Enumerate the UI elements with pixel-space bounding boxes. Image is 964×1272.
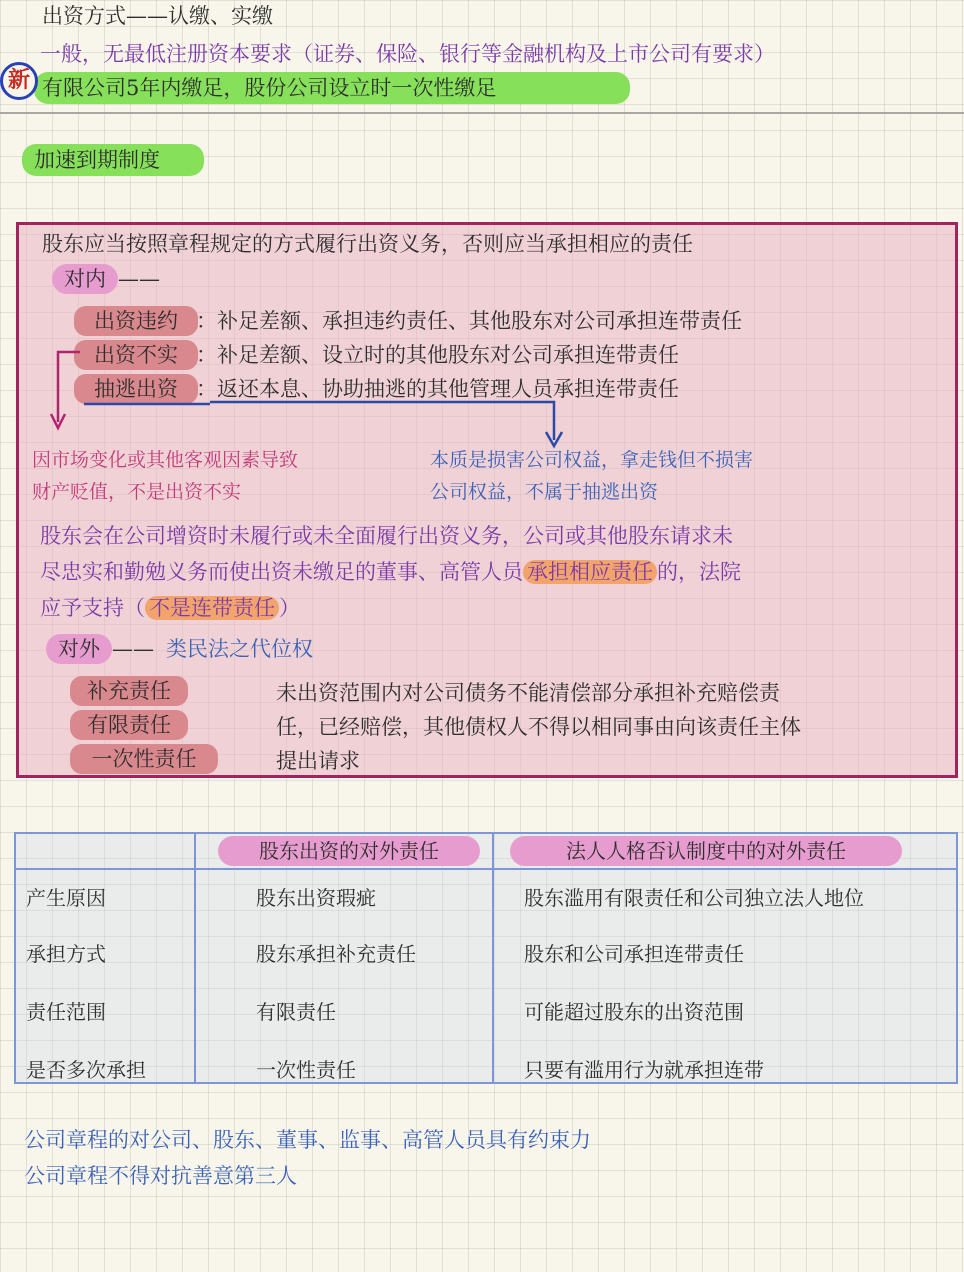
box-intro: 股东应当按照章程规定的方式履行出资义务，否则应当承担相应的责任 <box>42 232 693 256</box>
capital-increase-paragraph: 股东会在公司增资时未履行或未全面履行出资义务，公司或其他股东请求未 尽忠实和勤勉义务而使出资未缴足的董事、高管人员 承担相应责任 的，法院 应予支持（ 不是连带责任 ） <box>40 524 741 620</box>
note-essence: 本质是损害公司权益，拿走钱但不损害 公司权益，不属于抽逃出资 <box>430 449 754 503</box>
desc-capital-withdrawal: ：返还本息、协助抽逃的其他管理人员承担连带责任 <box>196 377 679 401</box>
comparison-table <box>14 832 958 1084</box>
table-row-label: 承担方式 <box>26 942 106 966</box>
table-cell: 股东和公司承担连带责任 <box>524 942 744 966</box>
term-one-time: 一次性责任 <box>70 744 218 774</box>
note-market-change: 因市场变化或其他客观因素导致 财产贬值，不是出资不实 <box>32 449 299 503</box>
capital-method-line: 出资方式——认缴、实缴 <box>42 4 273 28</box>
highlight-corresponding-liability: 承担相应责任 <box>523 560 657 584</box>
term-capital-withdrawal: 抽逃出资 <box>74 374 198 404</box>
acceleration-heading: 加速到期制度 <box>22 144 204 176</box>
highlight-not-joint: 不是连带责任 <box>145 596 279 620</box>
desc-contribution-breach: ：补足差额、承担违约责任、其他股东对公司承担连带责任 <box>196 309 742 333</box>
term-limited: 有限责任 <box>70 710 188 740</box>
desc-false-contribution: ：补足差额、设立时的其他股东对公司承担连带责任 <box>196 343 679 367</box>
table-cell: 有限责任 <box>256 1000 336 1024</box>
table-header-veil-piercing: 法人人格否认制度中的对外责任 <box>510 836 902 866</box>
external-dash: —— <box>112 637 154 661</box>
table-cell: 股东滥用有限责任和公司独立法人地位 <box>524 886 864 910</box>
term-contribution-breach: 出资违约 <box>74 306 198 336</box>
table-cell: 只要有滥用行为就承担连带 <box>524 1058 764 1082</box>
articles-third-party-note: 公司章程不得对抗善意第三人 <box>24 1164 297 1188</box>
internal-dash: —— <box>118 267 160 291</box>
external-label: 对外 <box>46 634 112 664</box>
term-false-contribution: 出资不实 <box>74 340 198 370</box>
new-badge: 新 <box>0 62 38 100</box>
min-capital-line: 一般，无最低注册资本要求（证券、保险、银行等金融机构及上市公司有要求） <box>40 42 775 66</box>
term-supplementary: 补充责任 <box>70 676 188 706</box>
table-cell: 可能超过股东的出资范围 <box>524 1000 744 1024</box>
table-header-shareholder: 股东出资的对外责任 <box>218 836 480 866</box>
table-cell: 一次性责任 <box>256 1058 356 1082</box>
table-row-label: 是否多次承担 <box>26 1058 146 1082</box>
table-row-label: 产生原因 <box>26 886 106 910</box>
internal-label: 对内 <box>52 264 118 294</box>
table-row-label: 责任范围 <box>26 1000 106 1024</box>
table-cell: 股东承担补充责任 <box>256 942 416 966</box>
external-note: 类民法之代位权 <box>166 637 313 661</box>
table-cell: 股东出资瑕疵 <box>256 886 376 910</box>
external-description: 未出资范围内对公司债务不能清偿部分承担补充赔偿责 任，已经赔偿，其他债权人不得以相同事由向该责任主体 提出请求 <box>276 681 801 773</box>
paid-in-deadline-line: 有限公司5年内缴足，股份公司设立时一次性缴足 <box>34 72 630 104</box>
annotation-arrows <box>0 0 964 520</box>
articles-binding-note: 公司章程的对公司、股东、董事、监事、高管人员具有约束力 <box>24 1128 591 1152</box>
